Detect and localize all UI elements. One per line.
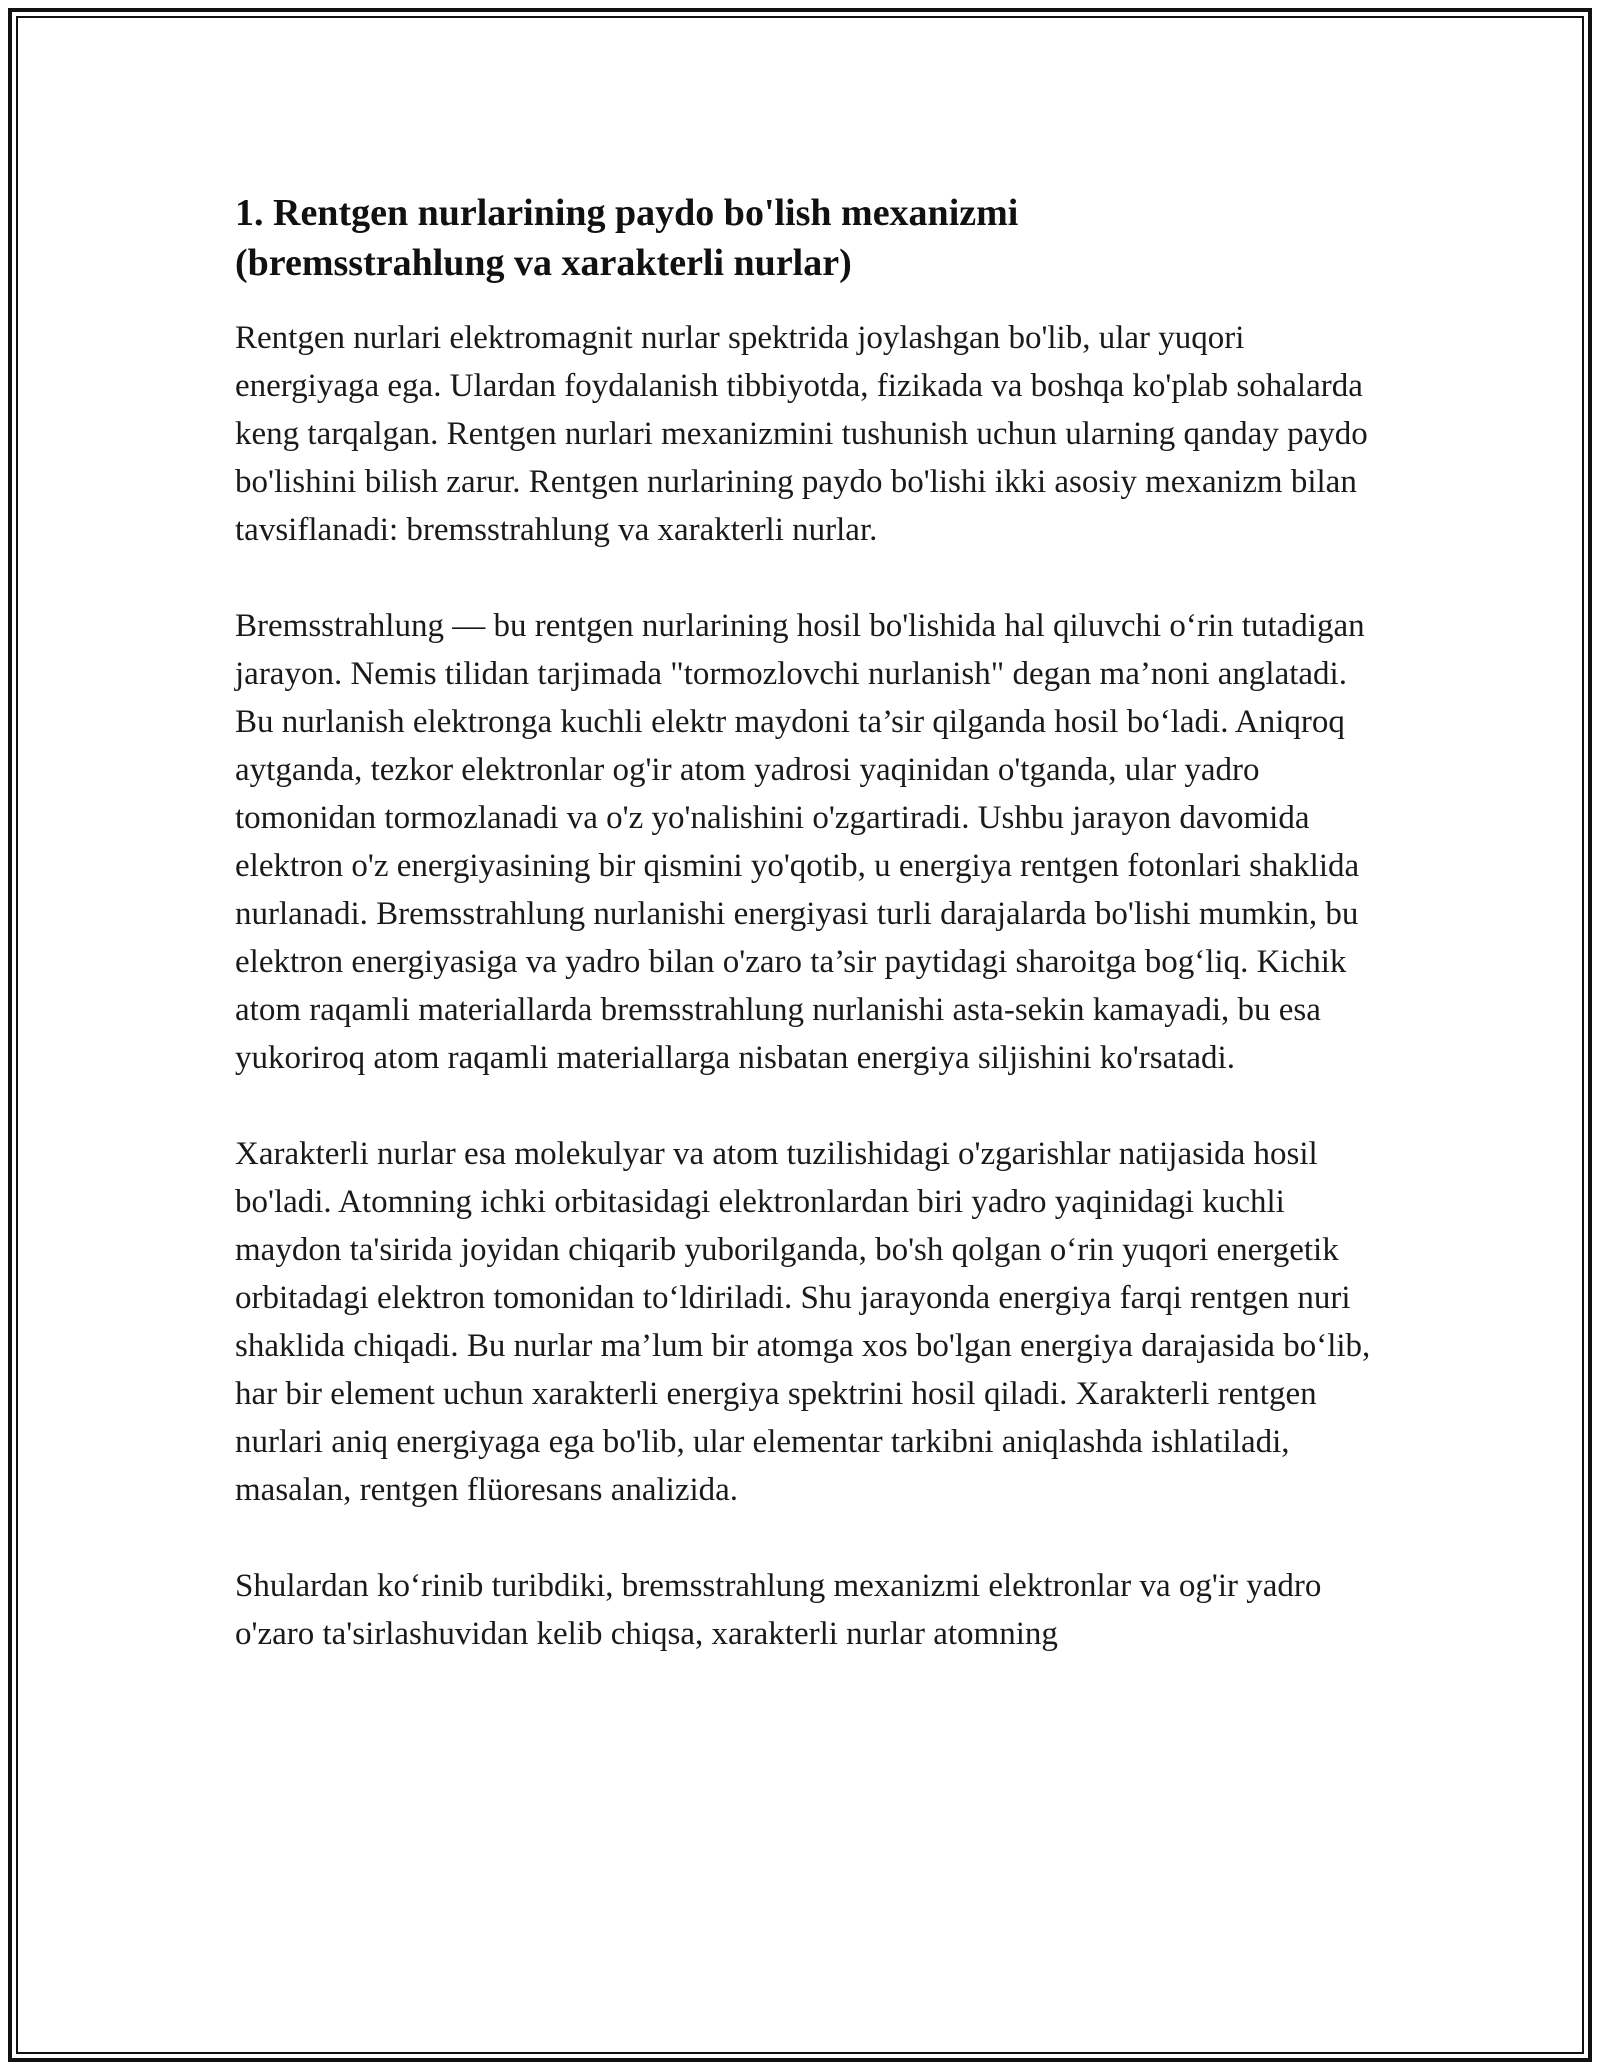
paragraph-intro: Rentgen nurlari elektromagnit nurlar spektrida joylashgan bo'lib, ular yuqori energiyaga ega. Ulardan foydalanish tibbiyotda, fizikada va boshqa ko'plab sohalarda keng tarqalgan. Rentgen nurlari mexanizmini tushunish uchun ularning qanday paydo bo'lishini bilish zarur. Rentgen nurlarining paydo bo'lishi ikki asosiy mexanizm bilan tavsiflanadi: bremsstrahlung va xarakterli nurlar. (235, 320, 1368, 548)
paragraph-conclusion: Shulardan ko‘rinib turibdiki, bremsstrahlung mexanizmi elektronlar va og'ir yadro o'zaro ta'sirlashuvidan kelib chiqsa, xarakterli nurlar atomning (235, 1568, 1322, 1652)
section-heading-line2: (bremsstrahlung va xarakterli nurlar) (235, 242, 852, 284)
section-heading (235, 188, 1375, 288)
section-heading-line1: 1. Rentgen nurlarining paydo bo'lish mexanizmi (235, 192, 1019, 234)
document-body (235, 188, 1375, 1706)
paragraph-characteristic-rays: Xarakterli nurlar esa molekulyar va atom tuzilishidagi o'zgarishlar natijasida hosil bo'ladi. Atomning ichki orbitasidagi elektronlardan biri yadro yaqinidagi kuchli maydon ta'sirida joyidan chiqarib yuborilganda, bo'sh qolgan o‘rin yuqori energetik orbitadagi elektron tomonidan to‘ldiriladi. Shu jarayonda energiya farqi rentgen nuri shaklida chiqadi. Bu nurlar ma’lum bir atomga xos bo'lgan energiya darajasida bo‘lib, har bir element uchun xarakterli energiya spektrini hosil qiladi. Xarakterli rentgen nurlari aniq energiyaga ega bo'lib, ular elementar tarkibni aniqlashda ishlatiladi, masalan, rentgen flüoresans analizida. (235, 1136, 1371, 1508)
paragraph-bremsstrahlung: Bremsstrahlung — bu rentgen nurlarining hosil bo'lishida hal qiluvchi o‘rin tutadigan jarayon. Nemis tilidan tarjimada "tormozlovchi nurlanish" degan ma’noni anglatadi. Bu nurlanish elektronga kuchli elektr maydoni ta’sir qilganda hosil bo‘ladi. Aniqroq aytganda, tezkor elektronlar og'ir atom yadrosi yaqinidan o'tganda, ular yadro tomonidan tormozlanadi va o'z yo'nalishini o'zgartiradi. Ushbu jarayon davomida elektron o'z energiyasining bir qismini yo'qotib, u energiya rentgen fotonlari shaklida nurlanadi. Bremsstrahlung nurlanishi energiyasi turli darajalarda bo'lishi mumkin, bu elektron energiyasiga va yadro bilan o'zaro ta’sir paytidagi sharoitga bog‘liq. Kichik atom raqamli materiallarda bremsstrahlung nurlanishi asta-sekin kamayadi, bu esa yukoriroq atom raqamli materiallarga nisbatan energiya siljishini ko'rsatadi. (235, 608, 1365, 1076)
